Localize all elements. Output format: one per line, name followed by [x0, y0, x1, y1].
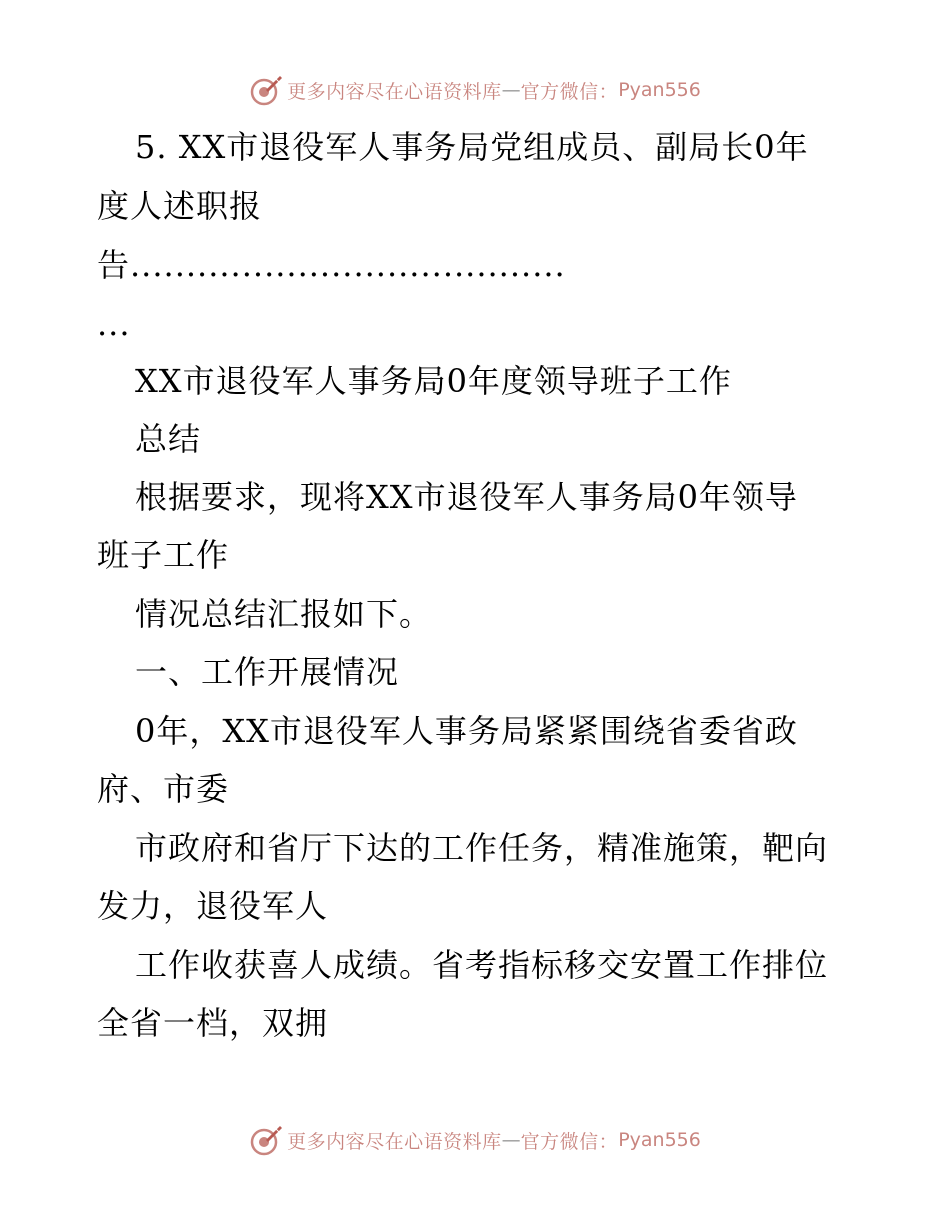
quill-pen-icon — [249, 1123, 283, 1157]
section-title-line-1: XX市退役军人事务局0年度领导班子工作 — [135, 362, 732, 400]
watermark-text: 更多内容尽在心语资料库 — [287, 80, 502, 103]
watermark-label: 官方微信： — [520, 1130, 619, 1153]
toc-entry-line-4: ... — [97, 305, 131, 343]
paragraph-3-line-1: 0年，XX市退役军人事务局紧紧围绕省委省政 — [135, 712, 798, 750]
paragraph-5-line-1: 工作收获喜人成绩。省考指标移交安置工作排位 — [135, 946, 829, 984]
toc-entry-line-3: 告....................................... — [97, 246, 566, 284]
heading-1: 一、工作开展情况 — [135, 653, 400, 691]
paragraph-3-line-2: 府、市委 — [97, 770, 230, 808]
footer-watermark — [0, 1120, 950, 1160]
paragraph-4-line-2: 发力，退役军人 — [97, 887, 329, 925]
toc-entry-line-1: 5. XX市退役军人事务局党组成员、副局长0年 — [135, 128, 809, 166]
watermark-brand: Pyan556 — [618, 79, 701, 101]
watermark-separator: — — [501, 79, 521, 101]
section-title-line-2: 总结 — [135, 420, 202, 458]
paragraph-1-line-1: 根据要求，现将XX市退役军人事务局0年领导 — [135, 478, 798, 516]
paragraph-5-line-2: 全省一档，双拥 — [97, 1004, 329, 1042]
toc-entry-line-2: 度人述职报 — [97, 187, 263, 225]
watermark-brand: Pyan556 — [618, 1129, 701, 1151]
paragraph-2: 情况总结汇报如下。 — [135, 595, 433, 633]
paragraph-4-line-1: 市政府和省厅下达的工作任务，精准施策，靶向 — [135, 829, 829, 867]
watermark-separator: — — [501, 1129, 521, 1151]
watermark-text: 更多内容尽在心语资料库 — [287, 1130, 502, 1153]
paragraph-1-line-2: 班子工作 — [97, 536, 230, 574]
watermark-label: 官方微信： — [520, 80, 619, 103]
